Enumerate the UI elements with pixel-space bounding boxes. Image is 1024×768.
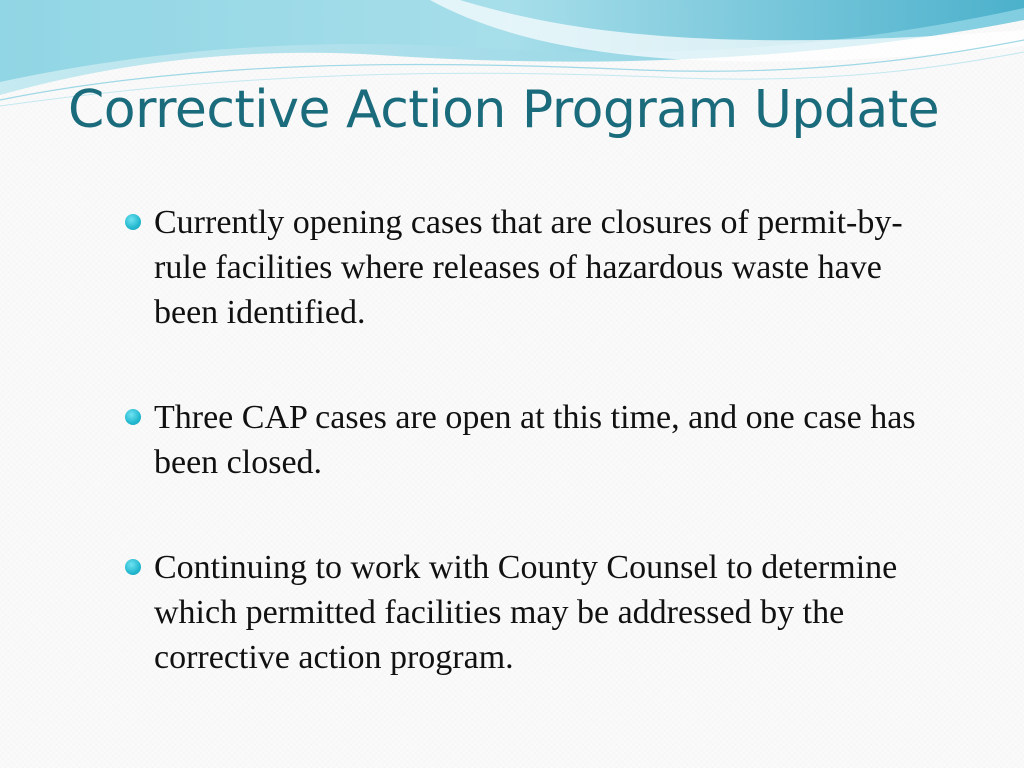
bullet-dot-icon [125, 559, 141, 575]
bullet-item [122, 200, 922, 335]
slide-title: Corrective Action Program Update [68, 80, 940, 140]
bullet-item [122, 395, 922, 485]
bullet-text: Currently opening cases that are closures of permit-by-rule facilities where releases of hazardous waste have been identified. [154, 204, 903, 331]
bullet-text: Continuing to work with County Counsel to determine which permitted facilities may be addressed by the corrective action program. [154, 549, 898, 676]
bullet-list [122, 200, 922, 680]
bullet-item [122, 545, 922, 680]
bullet-text: Three CAP cases are open at this time, and one case has been closed. [154, 399, 916, 481]
bullet-dot-icon [125, 409, 141, 425]
bullet-dot-icon [125, 214, 141, 230]
